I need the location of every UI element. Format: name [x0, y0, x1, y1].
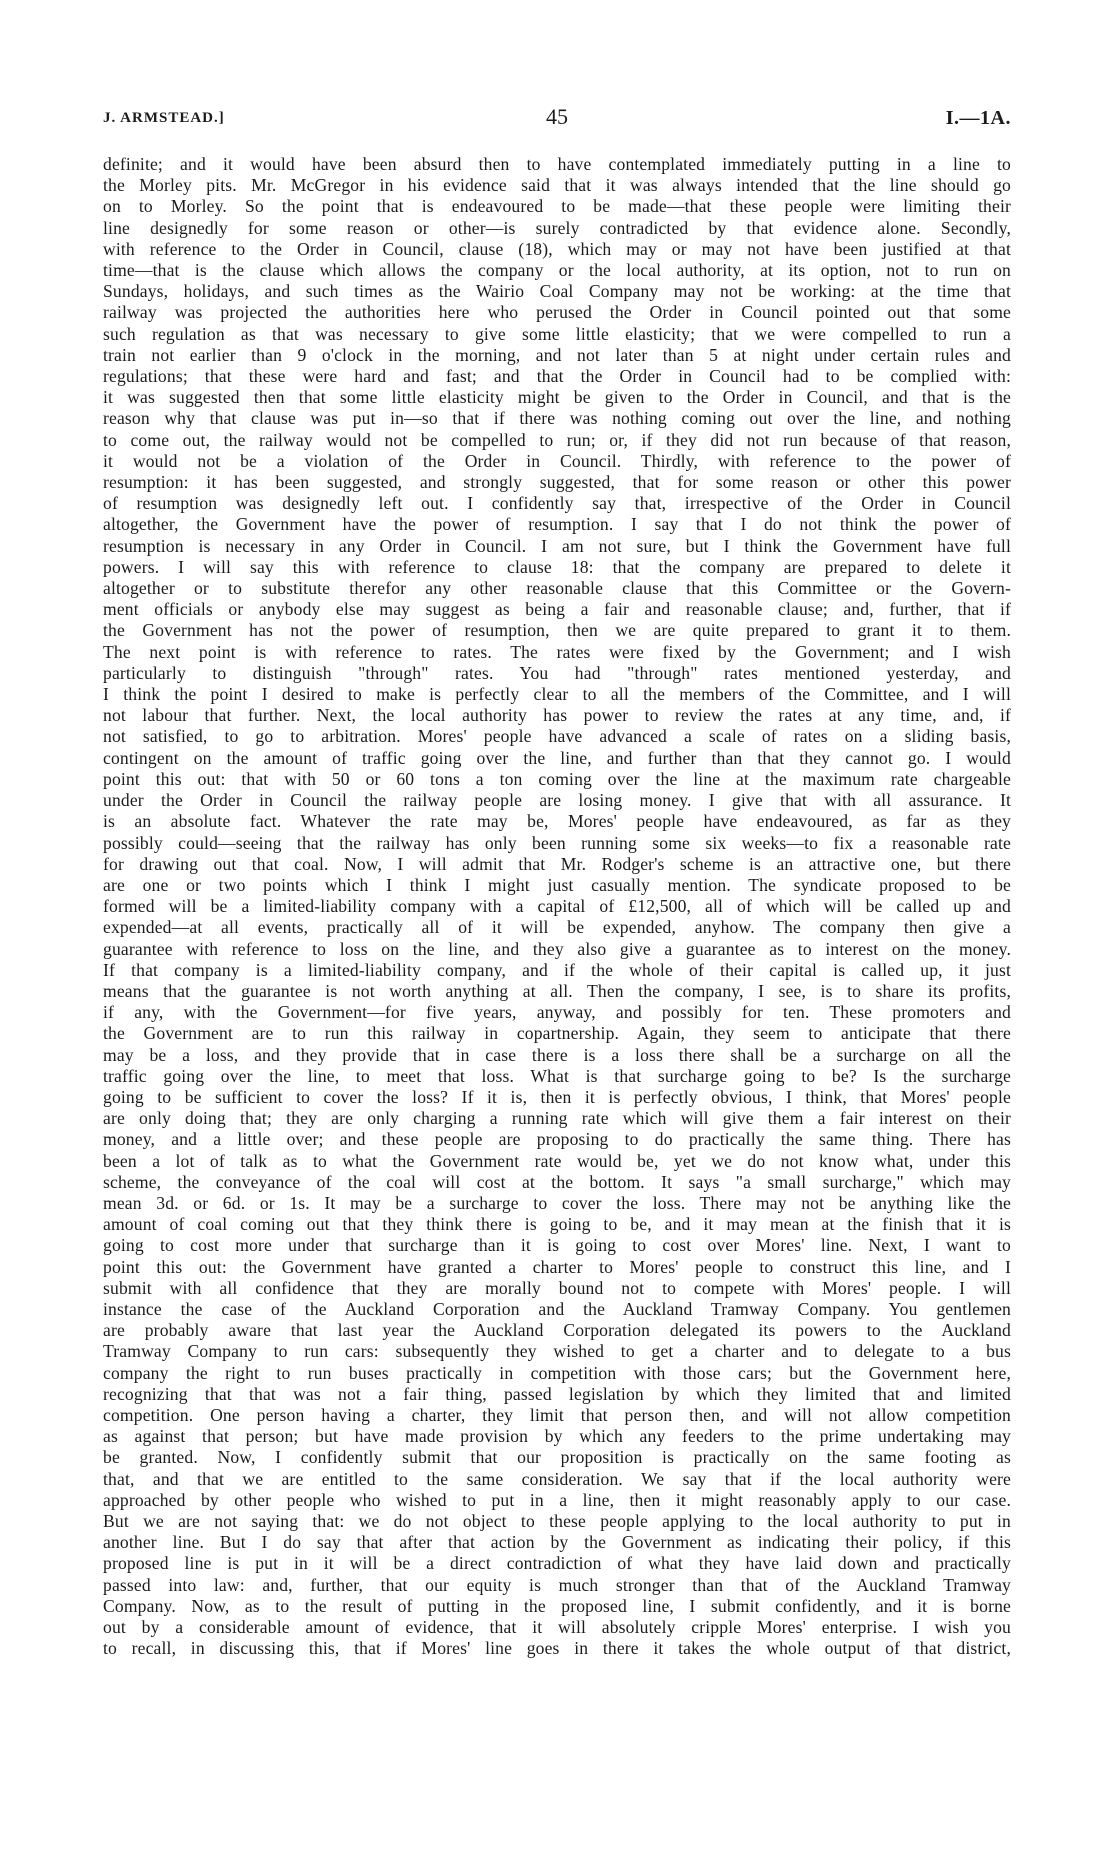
text-line: out by a considerable amount of evidence, that it will absolutely cripple Mores' enterprise. I wish you: [103, 1617, 1011, 1638]
text-line: it would not be a violation of the Order in Council. Thirdly, with reference to the power of: [103, 450, 1011, 471]
text-line: resumption is necessary in any Order in Council. I am not sure, but I think the Government have full: [103, 535, 1011, 556]
text-line: for drawing out that coal. Now, I will admit that Mr. Rodger's scheme is an attractive one, but there: [103, 853, 1011, 874]
text-line: point this out: the Government have granted a charter to Mores' people to construct this line, and I: [103, 1256, 1011, 1277]
text-line: such regulation as that was necessary to give some little elasticity; that we were compelled to run a: [103, 323, 1011, 344]
text-line: instance the case of the Auckland Corporation and the Auckland Tramway Company. You gentlemen: [103, 1298, 1011, 1319]
text-line: possibly could—seeing that the railway has only been running some six weeks—to fix a reasonable rate: [103, 832, 1011, 853]
text-line: particularly to distinguish "through" rates. You had "through" rates mentioned yesterday, and: [103, 662, 1011, 683]
text-line: time—that is the clause which allows the company or the local authority, at its option, not to run on: [103, 260, 1011, 281]
text-line: on to Morley. So the point that is endeavoured to be made—that these people were limiting their: [103, 196, 1011, 217]
text-line: are only doing that; they are only charging a running rate which will give them a fair interest on their: [103, 1108, 1011, 1129]
page-number: 45: [546, 104, 568, 129]
text-line: train not earlier than 9 o'clock in the morning, and not later than 5 at night under certain rules and: [103, 344, 1011, 365]
text-line: money, and a little over; and these people are proposing to do practically the same thing. There has: [103, 1129, 1011, 1150]
text-line: may be a loss, and they provide that in case there is a loss there shall be a surcharge on all the: [103, 1044, 1011, 1065]
text-line: to come out, the railway would not be compelled to run; or, if they did not run because of that reason,: [103, 429, 1011, 450]
paper-reference: I.—1A.: [945, 107, 1011, 129]
text-line: the Government has not the power of resumption, then we are quite prepared to grant it to them.: [103, 620, 1011, 641]
text-line: point this out: that with 50 or 60 tons a ton coming over the line at the maximum rate chargeable: [103, 768, 1011, 789]
text-line: expended—at all events, practically all of it will be expended, anyhow. The company then give a: [103, 917, 1011, 938]
text-line: submit with all confidence that they are morally bound not to compete with Mores' people. I will: [103, 1277, 1011, 1298]
text-line: with reference to the Order in Council, clause (18), which may or may not have been justified at that: [103, 238, 1011, 259]
text-line: the Morley pits. Mr. McGregor in his evidence said that it was always intended that the line should go: [103, 175, 1011, 196]
text-line: going to be sufficient to cover the loss? If it is, then it is perfectly obvious, I think, that Mores' people: [103, 1086, 1011, 1107]
evidence-text: [103, 154, 1011, 1659]
text-line: regulations; that these were hard and fast; and that the Order in Council had to be complied with:: [103, 366, 1011, 387]
text-line: powers. I will say this with reference to clause 18: that the company are prepared to delete it: [103, 556, 1011, 577]
text-line: Tramway Company to run cars: subsequently they wished to get a charter and to delegate to a bus: [103, 1341, 1011, 1362]
text-line: mean 3d. or 6d. or 1s. It may be a surcharge to cover the loss. There may not be anything like the: [103, 1192, 1011, 1213]
text-line: that, and that we are entitled to the same consideration. We say that if the local authority were: [103, 1468, 1011, 1489]
page-header: [103, 104, 1011, 134]
text-line: guarantee with reference to loss on the line, and they also give a guarantee as to interest on the money.: [103, 938, 1011, 959]
text-line: the Government are to run this railway in copartnership. Again, they seem to anticipate that there: [103, 1023, 1011, 1044]
text-line: proposed line is put in it will be a direct contradiction of what they have laid down and practically: [103, 1553, 1011, 1574]
text-line: Company. Now, as to the result of putting in the proposed line, I submit confidently, and it is borne: [103, 1595, 1011, 1616]
text-line: Sundays, holidays, and such times as the Wairio Coal Company may not be working: at the time that: [103, 281, 1011, 302]
text-line: company the right to run buses practically in competition with those cars; but the Government here,: [103, 1362, 1011, 1383]
text-line: traffic going over the line, to meet that loss. What is that surcharge going to be? Is the surcharge: [103, 1065, 1011, 1086]
text-line: competition. One person having a charter, they limit that person then, and will not allow competition: [103, 1404, 1011, 1425]
text-line: If that company is a limited-liability company, and if the whole of their capital is called up, it just: [103, 959, 1011, 980]
text-line: be granted. Now, I confidently submit that our proposition is practically on the same footing as: [103, 1447, 1011, 1468]
text-line: if any, with the Government—for five years, anyway, and possibly for ten. These promoters and: [103, 1002, 1011, 1023]
text-line: it was suggested then that some little elasticity might be given to the Order in Council, and that is the: [103, 387, 1011, 408]
text-line: contingent on the amount of traffic going over the line, and further than that they cannot go. I would: [103, 747, 1011, 768]
text-line: passed into law: and, further, that our equity is much stronger than that of the Auckland Tramway: [103, 1574, 1011, 1595]
text-line: formed will be a limited-liability company with a capital of £12,500, all of which will be called up and: [103, 896, 1011, 917]
text-line: line designedly for some reason or other—is surely contradicted by that evidence alone. Secondly,: [103, 217, 1011, 238]
text-line: approached by other people who wished to put in a line, then it might reasonably apply to our case.: [103, 1489, 1011, 1510]
text-line: are one or two points which I think I might just casually mention. The syndicate proposed to be: [103, 874, 1011, 895]
text-line: resumption: it has been suggested, and strongly suggested, that for some reason or other this power: [103, 472, 1011, 493]
text-line: not labour that further. Next, the local authority has power to review the rates at any time, and, if: [103, 705, 1011, 726]
text-line: is an absolute fact. Whatever the rate may be, Mores' people have endeavoured, as far as they: [103, 811, 1011, 832]
text-line: altogether, the Government have the power of resumption. I say that I do not think the power of: [103, 514, 1011, 535]
text-line: scheme, the conveyance of the coal will cost at the bottom. It says "a small surcharge," which may: [103, 1171, 1011, 1192]
text-line: recognizing that that was not a fair thing, passed legislation by which they limited that and limited: [103, 1383, 1011, 1404]
text-line: to recall, in discussing this, that if Mores' line goes in there it takes the whole output of that district,: [103, 1638, 1011, 1659]
text-line: means that the guarantee is not worth anything at all. Then the company, I see, is to share its profits,: [103, 980, 1011, 1001]
text-line: railway was projected the authorities here who perused the Order in Council pointed out that some: [103, 302, 1011, 323]
text-line: definite; and it would have been absurd then to have contemplated immediately putting in a line to: [103, 154, 1011, 174]
text-line: of resumption was designedly left out. I confidently say that, irrespective of the Order in Council: [103, 493, 1011, 514]
text-line: The next point is with reference to rates. The rates were fixed by the Government; and I wish: [103, 641, 1011, 662]
text-line: not satisfied, to go to arbitration. Mores' people have advanced a scale of rates on a sliding basis,: [103, 726, 1011, 747]
text-line: as against that person; but have made provision by which any feeders to the prime undertaking may: [103, 1426, 1011, 1447]
text-line: amount of coal coming out that they think there is going to be, and it may mean at the finish that it is: [103, 1214, 1011, 1235]
text-line: under the Order in Council the railway people are losing money. I give that with all assurance. It: [103, 790, 1011, 811]
text-line: another line. But I do say that after that action by the Government as indicating their policy, if this: [103, 1532, 1011, 1553]
text-line: altogether or to substitute therefor any other reasonable clause that this Committee or the Govern-: [103, 578, 1011, 599]
text-line: reason why that clause was put in—so that if there was nothing coming out over the line, and nothing: [103, 408, 1011, 429]
text-line: ment officials or anybody else may suggest as being a fair and reasonable clause; and, further, that if: [103, 599, 1011, 620]
text-line: are probably aware that last year the Auckland Corporation delegated its powers to the Auckland: [103, 1320, 1011, 1341]
text-line: I think the point I desired to make is perfectly clear to all the members of the Committee, and I will: [103, 684, 1011, 705]
text-line: been a lot of talk as to what the Government rate would be, yet we do not know what, under this: [103, 1150, 1011, 1171]
text-line: But we are not saying that: we do not object to these people applying to the local authority to put in: [103, 1511, 1011, 1531]
text-line: going to cost more under that surcharge than it is going to cost over Mores' line. Next, I want to: [103, 1235, 1011, 1256]
running-head-witness: J. ARMSTEAD.]: [103, 110, 225, 126]
